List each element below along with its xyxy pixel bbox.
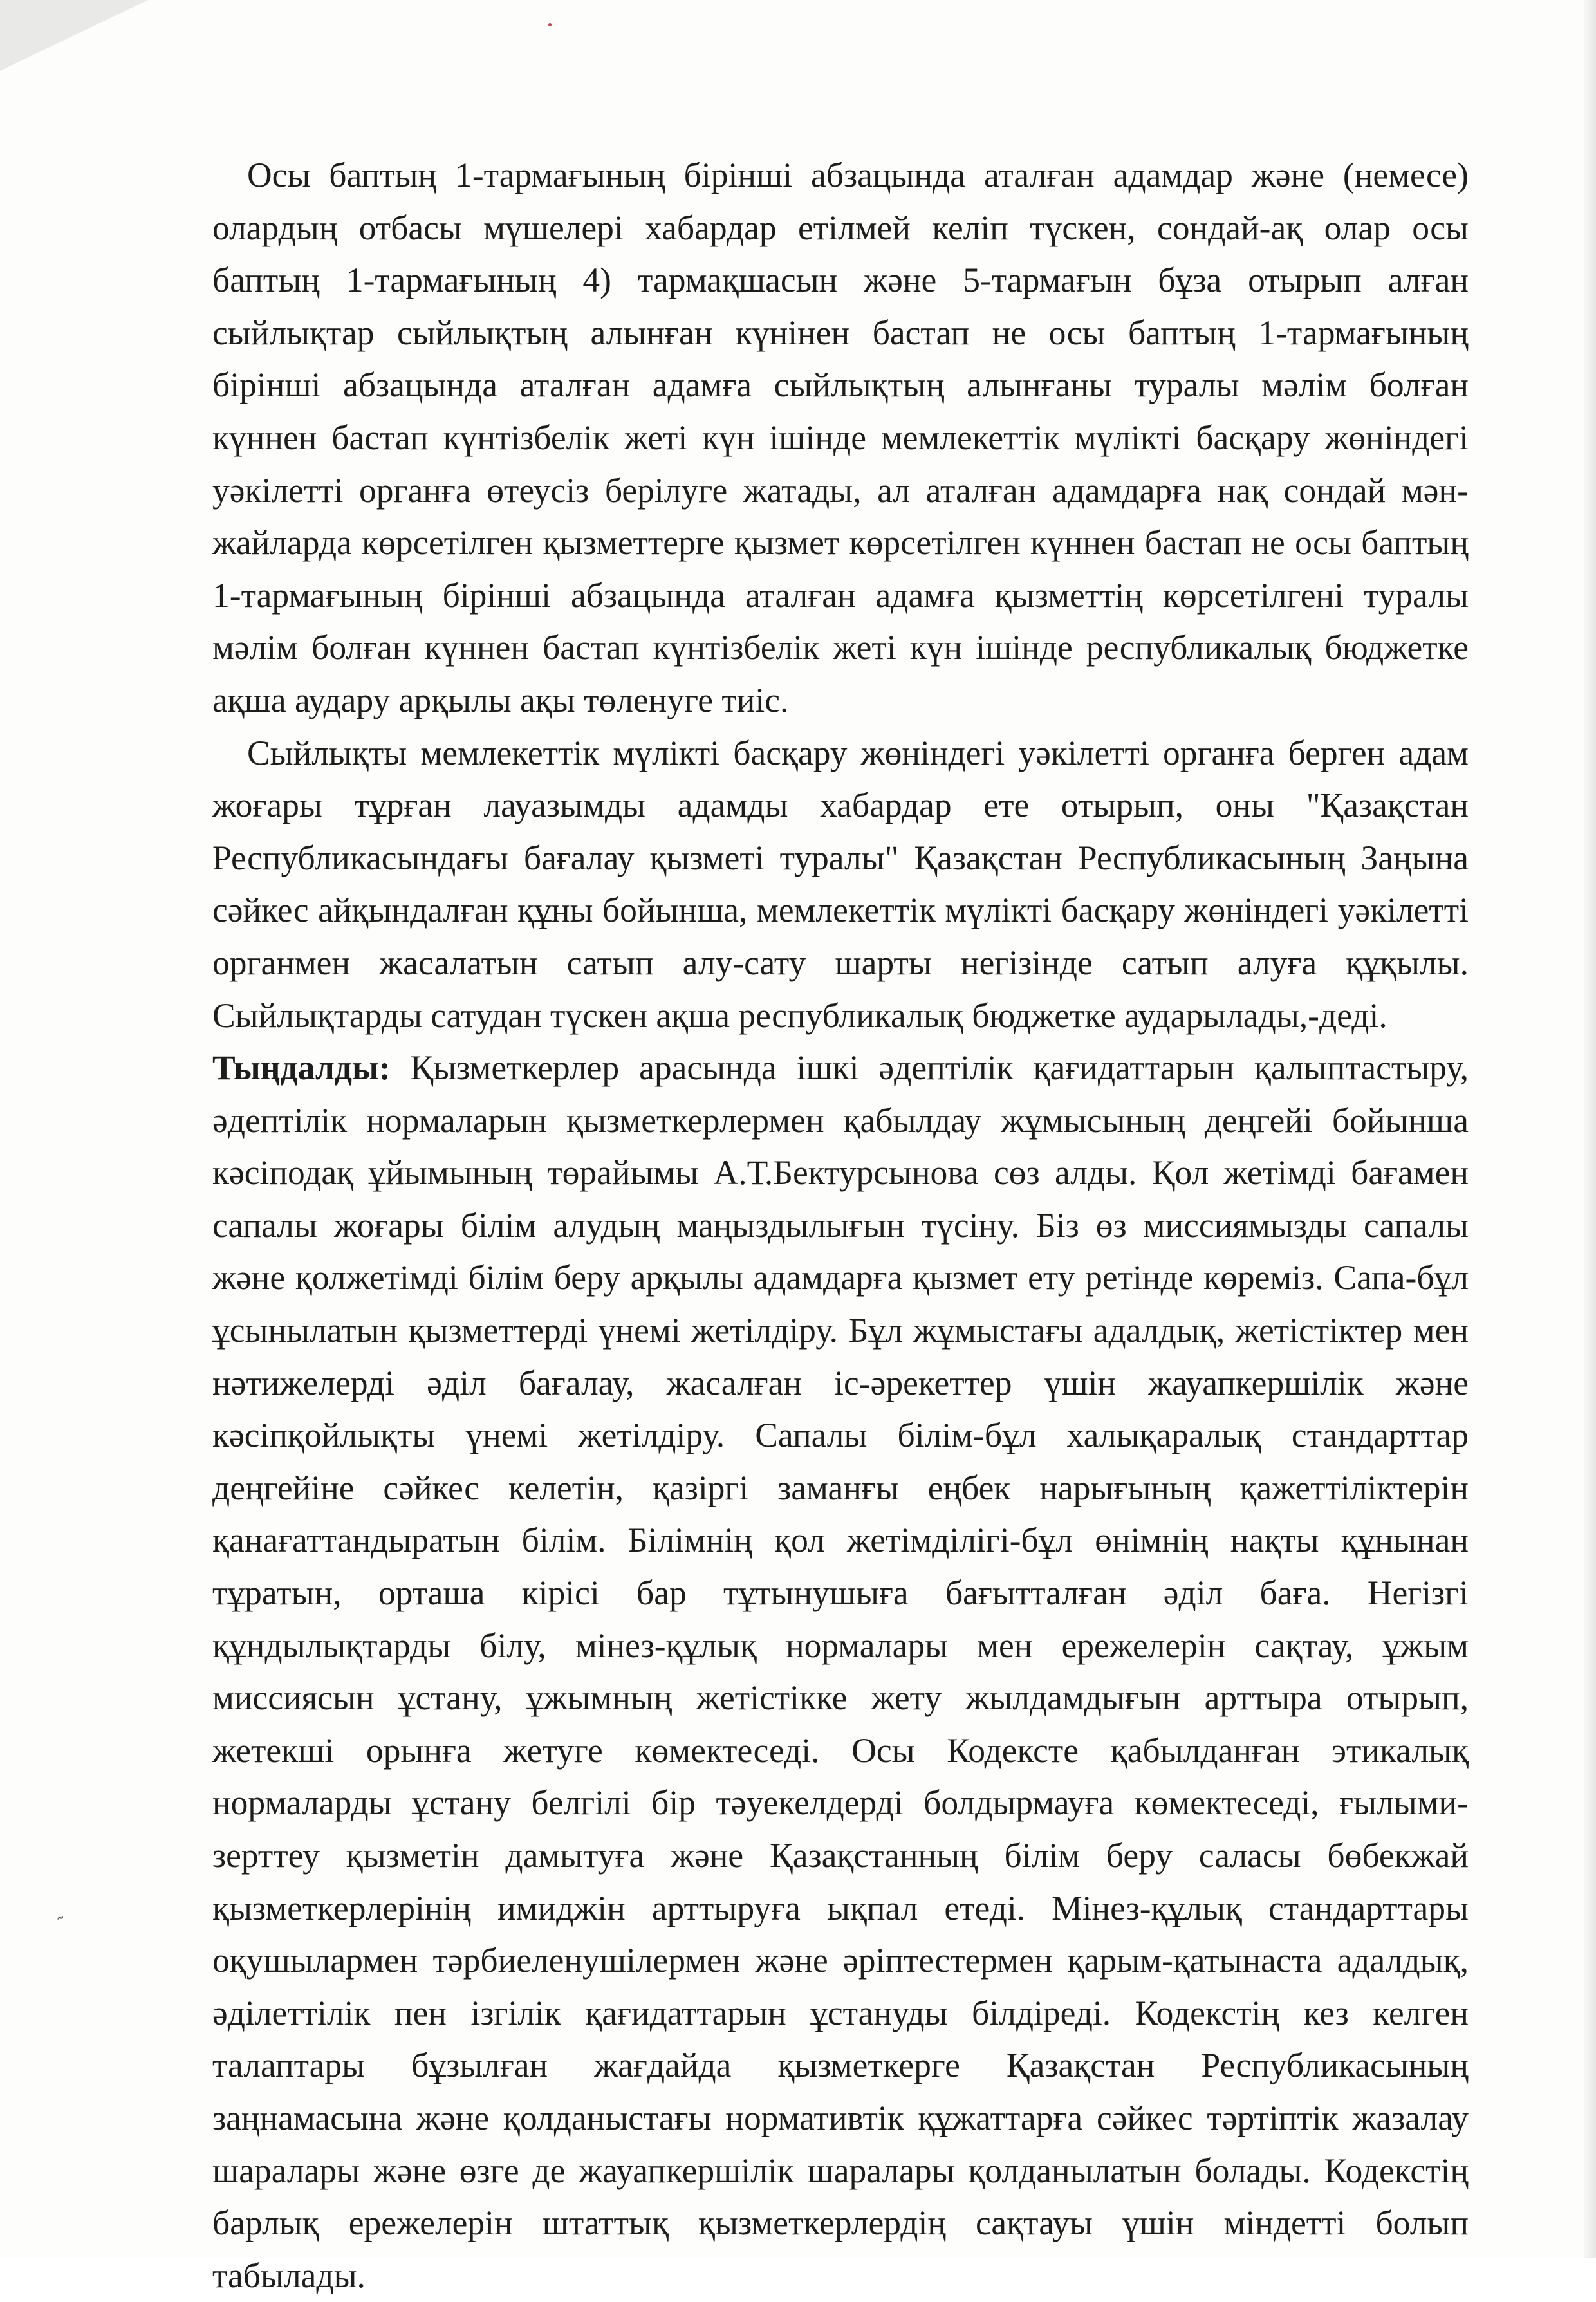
paragraph-heard	[212, 1042, 1469, 2302]
folded-corner	[0, 0, 148, 71]
paragraph-gifts-transfer: Осы баптың 1-тармағының бірінші абзацында аталған адамдар және (немесе) олардың отбасы мүшелері хабардар етілмей келіп түскен, сондай-ақ олар осы баптың 1-тармағының 4) тармақшасын және 5-тармағын бұза отырып алған сыйлықтар сыйлықтың алынған күнінен бастап не осы баптың 1-тармағының бірінші абзацында аталған адамға сыйлықтың алынғаны туралы мәлім болған күннен бастап күнтізбелік жеті күн ішінде мемлекеттік мүлікті басқару жөніндегі уәкілетті органға өтеусіз берілуге жатады, ал аталған адамдарға нақ сондай мән-жайларда көрсетілген қызметтерге қызмет көрсетілген күннен бастап не осы баптың 1-тармағының бірінші абзацында аталған адамға қызметтің көрсетілгені туралы мәлім болған күннен бастап күнтізбелік жеті күн ішінде республикалық бюджетке ақша аудару арқылы ақы төленуге тиіс.	[212, 156, 1469, 719]
ink-dot	[548, 23, 552, 26]
heard-text: Қызметкерлер арасында ішкі әдептілік қағидаттарын қалыптастыру, әдептілік нормаларын қызметкерлермен қабылдау жұмысының деңгейі бойынша кәсіподақ ұйымының төрайымы А.Т.Бектурсынова сөз алды. Қол жетімді бағамен сапалы жоғары білім алудың маңыздылығын түсіну. Біз өз миссиямызды сапалы және қолжетімді білім беру арқылы адамдарға қызмет ету ретінде көреміз. Сапа-бұл ұсынылатын қызметтерді үнемі жетілдіру. Бұл жұмыстағы адалдық, жетістіктер мен нәтижелерді әділ бағалау, жасалған іс-әрекеттер үшін жауапкершілік және кәсіпқойлықты үнемі жетілдіру. Сапалы білім-бұл халықаралық стандарттар деңгейіне сәйкес келетін, қазіргі заманғы еңбек нарығының қажеттіліктерін қанағаттандыратын білім. Білімнің қол жетімділігі-бұл өнімнің нақты құнынан тұратын, орташа кірісі бар тұтынушыға бағытталған әділ баға. Негізгі құндылықтарды білу, мінез-құлық нормалары мен ережелерін сақтау, ұжым миссиясын ұстану, ұжымның жетістікке жету жылдамдығын арттыра отырып, жетекші орынға жетуге көмектеседі. Осы Кодексте қабылданған этикалық нормаларды ұстану белгілі бір тәуекелдерді болдырмауға көмектеседі, ғылыми-зерттеу қызметін дамытуға және Қазақстанның білім беру саласы бөбекжай қызметкерлерінің имиджін арттыруға ықпал етеді. Мінез-құлық стандарттары оқушылармен тәрбиеленушілермен және әріптестермен қарым-қатынаста адалдық, әділеттілік пен ізгілік қағидаттарын ұстануды білдіреді. Кодекстің кез келген талаптары бұзылған жағдайда қызметкерге Қазақстан Республикасының заңнамасына және қолданыстағы нормативтік құжаттарға сәйкес тәртіптік жазалау шаралары және өзге де жауапкершілік шаралары қолданылатын болады. Кодекстің барлық ережелерін штаттық қызметкерлердің сақтауы үшін міндетті болып табылады.	[212, 1048, 1469, 2295]
document-body	[212, 149, 1469, 2302]
heard-label: Тыңдалды:	[212, 1048, 391, 1088]
stray-pen-mark: ˜	[55, 1912, 70, 1935]
page-edge-shadow	[1584, 0, 1596, 2258]
paragraph-gift-purchase: Сыйлықты мемлекеттік мүлікті басқару жөніндегі уәкілетті органға берген адам жоғары тұрған лауазымды адамды хабардар ете отырып, оны "Қазақстан Республикасындағы бағалау қызметі туралы" Қазақстан Республикасының Заңына сәйкес айқындалған құны бойынша, мемлекеттік мүлікті басқару жөніндегі уәкілетті органмен жасалатын сатып алу-сату шарты негізінде сатып алуға құқылы. Сыйлықтарды сатудан түскен ақша республикалық бюджетке аударылады,-деді.	[212, 733, 1469, 1035]
